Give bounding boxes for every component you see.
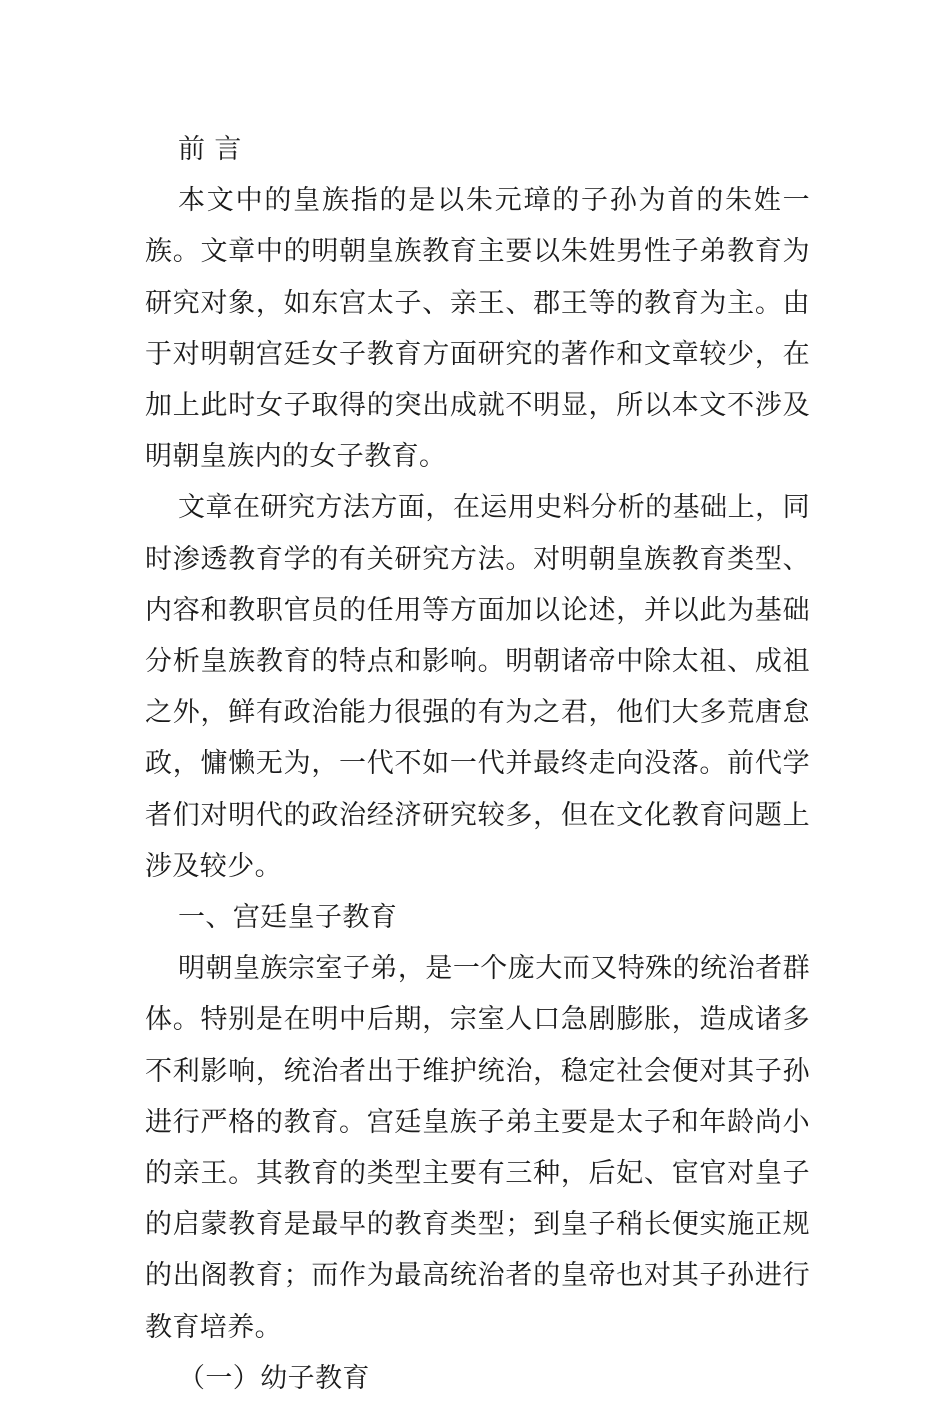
paragraph-scope: 本文中的皇族指的是以朱元璋的子孙为首的朱姓一族。文章中的明朝皇族教育主要以朱姓男性子弟教育为研究对象，如东宫太子、亲王、郡王等的教育为主。由于对明朝宫廷女子教育方面研究的著作和文章较少，在加上此时女子取得的突出成就不明显，所以本文不涉及明朝皇族内的女子教育。 <box>145 185 810 473</box>
subsection-heading-child-education: （一）幼子教育 <box>178 1362 370 1394</box>
paragraph-imperial-clan: 明朝皇族宗室子弟，是一个庞大而又特殊的统治者群体。特别是在明中后期，宗室人口急剧膨胀，造成诸多不利影响，统治者出于维护统治，稳定社会便对其子孙进行严格的教育。宫廷皇族子弟主要是太子和年龄尚小的亲王。其教育的类型主要有三种，后妃、宦官对皇子的启蒙教育是最早的教育类型；到皇子稍长便实施正规的出阁教育；而作为最高统治者的皇帝也对其子孙进行教育培养。 <box>145 953 810 1343</box>
document-body <box>145 124 810 1404</box>
section-heading-palace-prince-education: 一、宫廷皇子教育 <box>178 902 398 934</box>
preface-heading: 前 言 <box>178 134 242 165</box>
paragraph-methodology: 文章在研究方法方面，在运用史料分析的基础上，同时渗透教育学的有关研究方法。对明朝皇族教育类型、内容和教职官员的任用等方面加以论述，并以此为基础分析皇族教育的特点和影响。明朝诸帝中除太祖、成祖之外，鲜有政治能力很强的有为之君，他们大多荒唐怠政，慵懒无为，一代不如一代并最终走向没落。前代学者们对明代的政治经济研究较多，但在文化教育问题上涉及较少。 <box>145 492 810 882</box>
